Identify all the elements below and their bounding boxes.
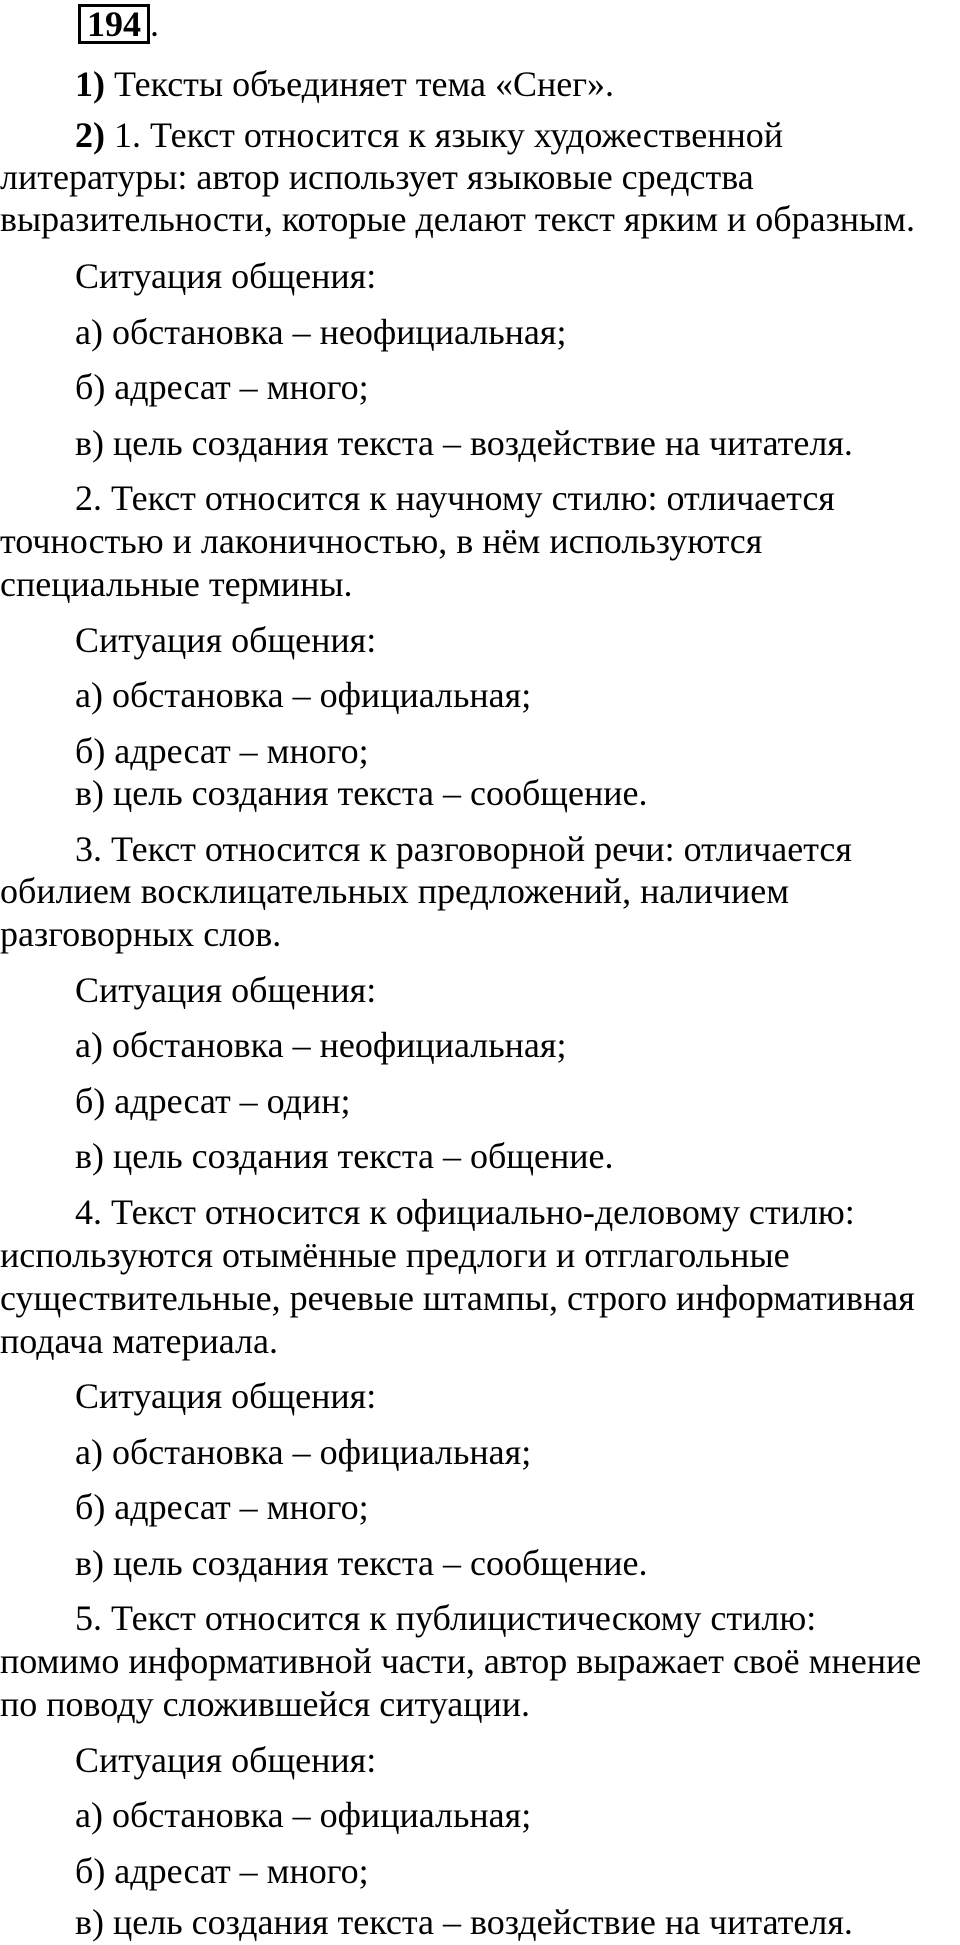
text-line: используются отымённые предлоги и отглагольные xyxy=(0,1235,790,1275)
text-line: б) адресат – много; xyxy=(75,731,369,771)
text-line: а) обстановка – официальная; xyxy=(75,1432,532,1472)
part2-first-line xyxy=(75,115,783,155)
exercise-number xyxy=(78,4,159,44)
text-line: Ситуация общения: xyxy=(75,1740,377,1780)
part1-line xyxy=(75,64,614,104)
text-line: специальные термины. xyxy=(0,564,353,604)
text-line: б) адресат – один; xyxy=(75,1081,351,1121)
exercise-number-box: 194 xyxy=(78,4,150,44)
text-line: а) обстановка – официальная; xyxy=(75,675,532,715)
text-line: б) адресат – много; xyxy=(75,1851,369,1891)
text-line: Ситуация общения: xyxy=(75,1376,377,1416)
text-line: Ситуация общения: xyxy=(75,620,377,660)
text-line: подача материала. xyxy=(0,1321,278,1361)
text-line: обилием восклицательных предложений, наличием xyxy=(0,871,790,911)
text-line: в) цель создания текста – воздействие на читателя. xyxy=(75,423,853,463)
text-line: 5. Текст относится к публицистическому стилю: xyxy=(75,1598,817,1638)
text-line: а) обстановка – неофициальная; xyxy=(75,312,567,352)
part1-text: Тексты объединяет тема «Снег». xyxy=(114,64,614,104)
text-line: в) цель создания текста – сообщение. xyxy=(75,1543,648,1583)
exercise-number-suffix: . xyxy=(150,4,159,44)
text-line: б) адресат – много; xyxy=(75,367,369,407)
text-line: разговорных слов. xyxy=(0,914,282,954)
text-line: Ситуация общения: xyxy=(75,256,377,296)
text-line: в) цель создания текста – сообщение. xyxy=(75,773,648,813)
text-line: 2. Текст относится к научному стилю: отличается xyxy=(75,478,835,518)
text-line: выразительности, которые делают текст ярким и образным. xyxy=(0,199,916,239)
text-line: а) обстановка – неофициальная; xyxy=(75,1025,567,1065)
text-line: литературы: автор использует языковые средства xyxy=(0,157,754,197)
text-line: 3. Текст относится к разговорной речи: отличается xyxy=(75,829,852,869)
text-line: б) адресат – много; xyxy=(75,1487,369,1527)
text-line: существительные, речевые штампы, строго информативная xyxy=(0,1278,915,1318)
text-line: 1. Текст относится к языку художественной xyxy=(114,115,784,155)
text-line: 4. Текст относится к официально-деловому стилю: xyxy=(75,1192,855,1232)
text-line: Ситуация общения: xyxy=(75,970,377,1010)
part1-label: 1) xyxy=(75,64,105,104)
text-line: а) обстановка – официальная; xyxy=(75,1795,532,1835)
text-line: помимо информативной части, автор выражает своё мнение xyxy=(0,1641,922,1681)
text-line: точностью и лаконичностью, в нём используются xyxy=(0,521,763,561)
text-line: по поводу сложившейся ситуации. xyxy=(0,1684,531,1724)
text-line: в) цель создания текста – воздействие на читателя. xyxy=(75,1902,853,1942)
part2-label: 2) xyxy=(75,115,105,155)
text-line: в) цель создания текста – общение. xyxy=(75,1136,614,1176)
